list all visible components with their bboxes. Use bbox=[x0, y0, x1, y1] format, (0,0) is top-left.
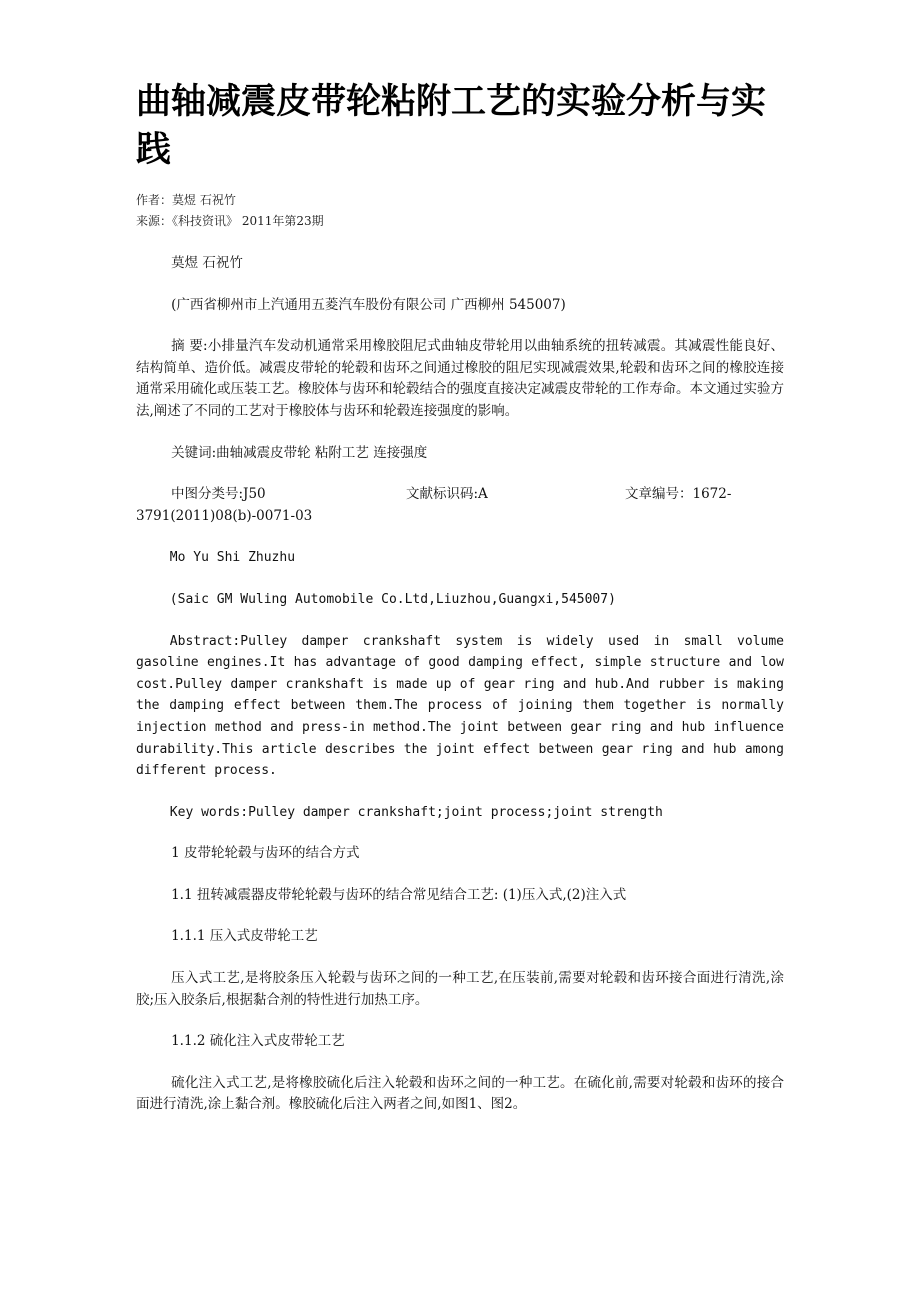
keywords-cn: 关键词:曲轴减震皮带轮 粘附工艺 连接强度 bbox=[171, 444, 428, 461]
body-paragraph-injection: 硫化注入式工艺,是将橡胶硫化后注入轮毂和齿环之间的一种工艺。在硫化前,需要对轮毂和齿环的接合面进行清洗,涂上黏合剂。橡胶硫化后注入两者之间,如图1、图2。 bbox=[136, 1074, 784, 1113]
affiliation-en: (Saic GM Wuling Automobile Co.Ltd,Liuzhou,Guangxi,545007) bbox=[169, 591, 616, 607]
meta-block bbox=[136, 190, 784, 232]
body-paragraph-press-in: 压入式工艺,是将胶条压入轮毂与齿环之间的一种工艺,在压装前,需要对轮毂和齿环接合面进行清洗,涂胶;压入胶条后,根据黏合剂的特性进行加热工序。 bbox=[136, 970, 784, 1008]
affiliation-cn: (广西省柳州市上汽通用五菱汽车股份有限公司 广西柳州 545007) bbox=[171, 296, 566, 313]
classification-block bbox=[136, 484, 784, 527]
article-number-b: 3791(2011)08(b)-0071-03 bbox=[136, 507, 313, 524]
author-line: 作者：莫煜 石祝竹 bbox=[136, 193, 236, 207]
document-code: 文献标识码:A bbox=[406, 486, 488, 503]
abstract-cn: 摘 要:小排量汽车发动机通常采用橡胶阻尼式曲轴皮带轮用以曲轴系统的扭转减震。其减震性能良好、结构简单、造价低。减震皮带轮的轮毂和齿环之间通过橡胶的阻尼实现减震效果,轮毂和齿环之间的橡胶连接通常采用硫化或压装工艺。橡胶体与齿环和轮毂结合的强度直接决定减震皮带轮的工作寿命。本文通过实验方法,阐述了不同的工艺对于橡胶体与齿环和轮毂连接强度的影响。 bbox=[136, 338, 784, 419]
source-line: 来源：《科技资讯》 2011年第23期 bbox=[136, 214, 324, 228]
document-page bbox=[136, 0, 784, 1116]
authors-cn: 莫煜 石祝竹 bbox=[171, 255, 243, 271]
article-number-a: 文章编号：1672- bbox=[625, 486, 732, 503]
document-title: 曲轴减震皮带轮粘附工艺的实验分析与实践 bbox=[136, 82, 767, 170]
section-heading-1: 1 皮带轮轮毂与齿环的结合方式 bbox=[171, 845, 360, 862]
clc-number: 中图分类号:J50 bbox=[171, 486, 266, 503]
section-heading-1-1-1: 1.1.1 压入式皮带轮工艺 bbox=[171, 928, 318, 945]
section-heading-1-1: 1.1 扭转减震器皮带轮轮毂与齿环的结合常见结合工艺: (1)压入式,(2)注入式 bbox=[171, 886, 627, 903]
classification-row bbox=[136, 484, 784, 506]
authors-en: Mo Yu Shi Zhuzhu bbox=[169, 550, 296, 566]
keywords-en: Key words:Pulley damper crankshaft;joint process;joint strength bbox=[169, 804, 663, 820]
abstract-en: Abstract:Pulley damper crankshaft system is widely used in small volume gasoline engines.It has advantage of good damping effect, simple structure and low cost.Pulley damper crankshaft is made up of gear ring and hub.And rubber is making the damping effect between them.The process of joining them together is normally injection method and press-in method.The joint between gear ring and hub influence durability.This article describes the joint effect between gear ring and hub among different process. bbox=[136, 633, 784, 779]
section-heading-1-1-2: 1.1.2 硫化注入式皮带轮工艺 bbox=[171, 1033, 345, 1050]
